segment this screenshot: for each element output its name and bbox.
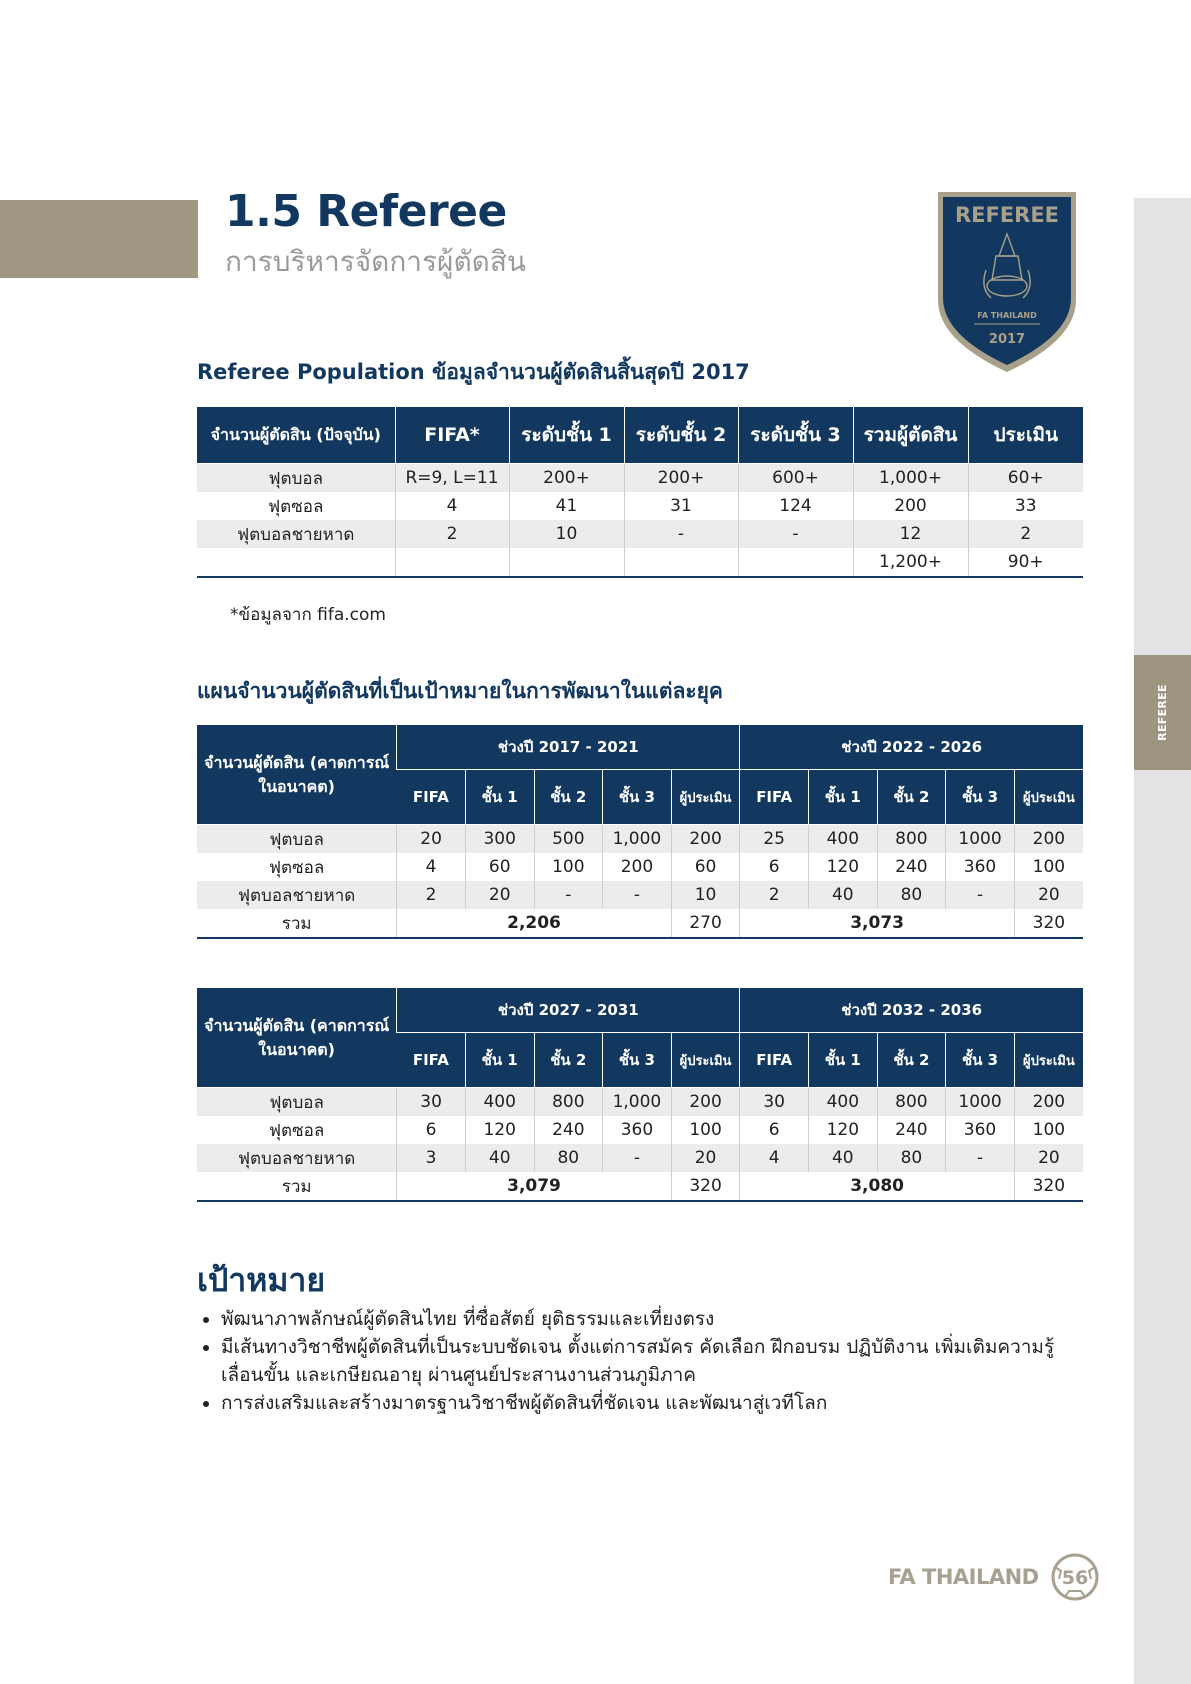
column-header: ชั้น 2 (877, 770, 946, 825)
column-header: ผู้ประเมิน (671, 770, 740, 825)
column-header: ชั้น 1 (808, 770, 877, 825)
table-cell: 800 (534, 1088, 603, 1117)
table-cell: 100 (671, 1116, 740, 1144)
column-header: ชั้น 2 (534, 1033, 603, 1088)
table-cell: 10 (671, 881, 740, 909)
table-cell: - (738, 520, 853, 548)
table-cell: 400 (465, 1088, 534, 1117)
period-header: ช่วงปี 2032 - 2036 (740, 988, 1083, 1033)
table-cell: 240 (877, 853, 946, 881)
table-cell: 2 (740, 881, 809, 909)
table-cell: 80 (877, 1144, 946, 1172)
goals-heading: เป้าหมาย (197, 1261, 326, 1299)
table-cell: 300 (465, 825, 534, 854)
table-cell: 20 (465, 881, 534, 909)
table-cell: - (624, 520, 738, 548)
table-row (197, 520, 1083, 548)
table-cell: 1,000 (603, 1088, 672, 1117)
table-cell: 4 (397, 853, 466, 881)
period-header: ช่วงปี 2017 - 2021 (397, 725, 740, 770)
total-value: 3,079 (397, 1172, 671, 1201)
table-row (197, 548, 1083, 577)
table-cell: ฟุตซอล (269, 857, 325, 878)
side-strip (1134, 198, 1191, 1684)
table-cell: - (603, 1144, 672, 1172)
page-title: 1.5 Referee (225, 186, 507, 237)
table-cell: 31 (624, 492, 738, 520)
table-cell: 100 (534, 853, 603, 881)
table-cell: 800 (877, 1088, 946, 1117)
list-item: • มีเส้นทางวิชาชีพผู้ตัดสินที่เป็นระบบชัดเจน ตั้งแต่การสมัคร คัดเลือก ฝึกอบรม ปฏิบัติงาน เพิ่มเติมความรู้ เลื่อนขั้น และเกษียณอายุ ผ่านศูนย์ประสานงานส่วนภูมิภาค (221, 1333, 1101, 1389)
plan-table-2017-2026 (197, 725, 1083, 939)
table-cell: 20 (1014, 881, 1083, 909)
plan-table-2027-2036 (197, 988, 1083, 1202)
column-header: ระดับชั้น 1 (509, 407, 624, 464)
goals-list (197, 1305, 1101, 1417)
table-cell: 200 (603, 853, 672, 881)
table-cell: 25 (740, 825, 809, 854)
table-cell: 10 (509, 520, 624, 548)
table-cell: 240 (877, 1116, 946, 1144)
table-cell: ฟุตบอล (197, 825, 397, 854)
table-cell: 2 (968, 520, 1083, 548)
table-cell: ฟุตซอล (269, 1120, 325, 1141)
table-cell: ฟุตบอลชายหาด (197, 520, 395, 548)
table-cell: - (603, 881, 672, 909)
table-header-row (197, 407, 1083, 464)
table-cell: 1,000+ (853, 464, 968, 493)
table-cell: 400 (808, 825, 877, 854)
table-cell: 500 (534, 825, 603, 854)
table-cell: 41 (509, 492, 624, 520)
column-header: FIFA (740, 770, 809, 825)
table-cell: 80 (877, 881, 946, 909)
table-cell: - (946, 881, 1015, 909)
table-cell: 40 (808, 881, 877, 909)
table-cell: 360 (946, 1116, 1015, 1144)
badge-year-text: 2017 (988, 332, 1026, 347)
table-row (197, 881, 1083, 909)
list-item: • พัฒนาภาพลักษณ์ผู้ตัดสินไทย ที่ซื่อสัตย์ ยุติธรรมและเที่ยงตรง (221, 1305, 1101, 1333)
total-value: 3,073 (740, 909, 1014, 938)
page-number-badge (1051, 1553, 1099, 1601)
period-header: ช่วงปี 2027 - 2031 (397, 988, 740, 1033)
table-cell: 360 (603, 1116, 672, 1144)
table-cell: 100 (1014, 853, 1083, 881)
table-cell (624, 548, 738, 577)
assessor-total: 320 (671, 1172, 740, 1201)
column-header: ชั้น 1 (808, 1033, 877, 1088)
column-header: จำนวนผู้ตัดสิน (ปัจจุบัน) (197, 407, 395, 464)
side-tab (1134, 655, 1191, 770)
column-header: ระดับชั้น 2 (624, 407, 738, 464)
table-cell: 200 (853, 492, 968, 520)
table-cell: 1,000 (603, 825, 672, 854)
row-header: จำนวนผู้ตัดสิน (คาดการณ์ในอนาคต) (197, 988, 397, 1088)
table-cell (395, 548, 509, 577)
total-label: รวม (281, 913, 312, 934)
table-row (197, 492, 1083, 520)
column-header: ระดับชั้น 3 (738, 407, 853, 464)
header-accent-band (0, 200, 198, 278)
table-header-row (197, 725, 1083, 770)
table-cell: 80 (534, 1144, 603, 1172)
table-cell: 30 (740, 1088, 809, 1117)
page-number: 56 (1061, 1567, 1089, 1589)
table-cell: 200+ (509, 464, 624, 493)
total-row (197, 1172, 1083, 1201)
source-note: *ข้อมูลจาก fifa.com (230, 605, 386, 625)
table-cell: 33 (968, 492, 1083, 520)
table-cell: ฟุตบอล (197, 464, 395, 493)
table-cell: 600+ (738, 464, 853, 493)
table-cell: 200 (671, 1088, 740, 1117)
table-cell: 400 (808, 1088, 877, 1117)
table-cell: 90+ (968, 548, 1083, 577)
referee-badge-logo (936, 190, 1078, 374)
table-cell: ฟุตบอลชายหาด (197, 1144, 397, 1172)
column-header: ชั้น 3 (603, 770, 672, 825)
table-row (197, 1088, 1083, 1117)
table-cell: 6 (740, 1116, 809, 1144)
table-cell (197, 548, 395, 577)
table-cell: 200 (1014, 825, 1083, 854)
table-cell (738, 548, 853, 577)
assessor-total: 270 (671, 909, 740, 938)
column-header: ประเมิน (968, 407, 1083, 464)
table-cell: 6 (740, 853, 809, 881)
column-header: ชั้น 3 (946, 770, 1015, 825)
column-header: ชั้น 3 (946, 1033, 1015, 1088)
table-cell: 40 (465, 1144, 534, 1172)
table-cell: 200 (1014, 1088, 1083, 1117)
column-header: รวมผู้ตัดสิน (853, 407, 968, 464)
table-cell: 120 (808, 853, 877, 881)
total-value: 3,080 (740, 1172, 1014, 1201)
table-row (197, 853, 1083, 881)
table-cell: 200+ (624, 464, 738, 493)
table-row (197, 1144, 1083, 1172)
table-cell: 60 (671, 853, 740, 881)
table-cell: 360 (946, 853, 1015, 881)
table-cell: 20 (1014, 1144, 1083, 1172)
column-header: ผู้ประเมิน (1014, 770, 1083, 825)
table-cell: 40 (808, 1144, 877, 1172)
assessor-total: 320 (1014, 1172, 1083, 1201)
assessor-total: 320 (1014, 909, 1083, 938)
table-cell: ฟุตบอลชายหาด (197, 881, 397, 909)
total-label: รวม (281, 1176, 312, 1197)
table-cell: 20 (671, 1144, 740, 1172)
table-cell: 1000 (946, 1088, 1015, 1117)
column-header: FIFA (397, 770, 466, 825)
badge-org-text: FA THAILAND (977, 311, 1037, 320)
list-item: • การส่งเสริมและสร้างมาตรฐานวิชาชีพผู้ตัดสินที่ชัดเจน และพัฒนาสู่เวทีโลก (221, 1389, 1101, 1417)
total-value: 2,206 (397, 909, 671, 938)
page-subtitle: การบริหารจัดการผู้ตัดสิน (225, 245, 527, 278)
table-header-row (197, 988, 1083, 1033)
table-cell: 1000 (946, 825, 1015, 854)
referee-population-table (197, 407, 1083, 578)
column-header: ชั้น 2 (877, 1033, 946, 1088)
section2-heading: แผนจำนวนผู้ตัดสินที่เป็นเป้าหมายในการพัฒนาในแต่ละยุค (197, 679, 723, 703)
section1-heading: Referee Population ข้อมูลจำนวนผู้ตัดสินสิ้นสุดปี 2017 (197, 360, 750, 384)
table-cell: ฟุตซอล (268, 496, 324, 517)
column-header: FIFA* (395, 407, 509, 464)
table-cell: 800 (877, 825, 946, 854)
table-cell: ฟุตบอล (197, 1088, 397, 1117)
table-cell: 1,200+ (853, 548, 968, 577)
column-header: ผู้ประเมิน (671, 1033, 740, 1088)
total-row (197, 909, 1083, 938)
table-cell: 120 (808, 1116, 877, 1144)
table-cell: 20 (397, 825, 466, 854)
table-cell: 4 (395, 492, 509, 520)
table-row (197, 464, 1083, 493)
table-cell: R=9, L=11 (395, 464, 509, 493)
column-header: ชั้น 2 (534, 770, 603, 825)
table-cell: - (534, 881, 603, 909)
table-cell: 120 (465, 1116, 534, 1144)
table-cell: 60 (465, 853, 534, 881)
table-cell: 6 (397, 1116, 466, 1144)
period-header: ช่วงปี 2022 - 2026 (740, 725, 1083, 770)
table-cell: 30 (397, 1088, 466, 1117)
table-cell: 240 (534, 1116, 603, 1144)
table-cell: 2 (397, 881, 466, 909)
table-cell (509, 548, 624, 577)
table-row (197, 825, 1083, 854)
table-row (197, 1116, 1083, 1144)
row-header: จำนวนผู้ตัดสิน (คาดการณ์ในอนาคต) (197, 725, 397, 825)
side-tab-label: REFEREE (1156, 684, 1169, 741)
table-cell: 4 (740, 1144, 809, 1172)
column-header: FIFA (397, 1033, 466, 1088)
table-cell: 12 (853, 520, 968, 548)
table-cell: 2 (395, 520, 509, 548)
table-cell: 200 (671, 825, 740, 854)
column-header: ชั้น 1 (465, 1033, 534, 1088)
table-cell: 100 (1014, 1116, 1083, 1144)
column-header: ชั้น 3 (603, 1033, 672, 1088)
table-cell: - (946, 1144, 1015, 1172)
table-cell: 124 (738, 492, 853, 520)
table-cell: 60+ (968, 464, 1083, 493)
column-header: FIFA (740, 1033, 809, 1088)
footer-brand: FA THAILAND (888, 1565, 1039, 1589)
column-header: ชั้น 1 (465, 770, 534, 825)
column-header: ผู้ประเมิน (1014, 1033, 1083, 1088)
table-cell: 3 (397, 1144, 466, 1172)
badge-top-text: REFEREE (954, 203, 1060, 227)
